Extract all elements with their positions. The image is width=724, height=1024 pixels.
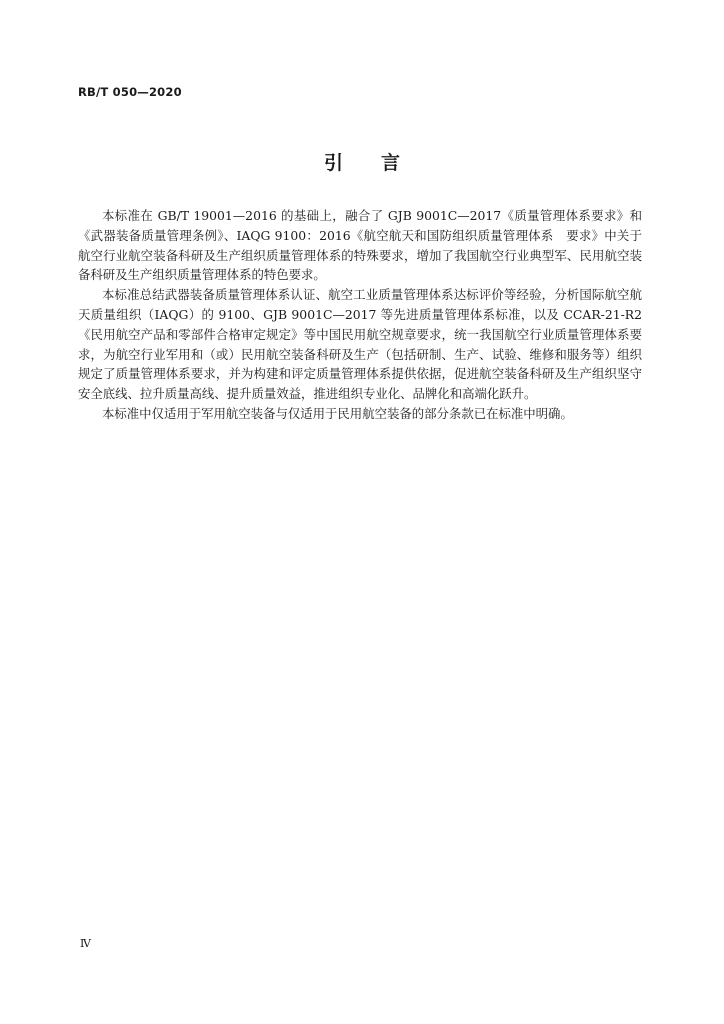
paragraph-3: 本标准中仅适用于军用航空装备与仅适用于民用航空装备的部分条款已在标准中明确。 xyxy=(102,405,573,421)
page-number: Ⅳ xyxy=(80,937,91,950)
standard-code-header: RB/T 050—2020 xyxy=(78,85,182,99)
paragraph-2: 本标准总结武器装备质量管理体系认证、航空工业质量管理体系达标评价等经验，分析国际航空航天质量组织（IAQG）的 9100、GJB 9001C—2017 等先进质量管理体系标准，以及 CCAR-21-R2《民用航空产品和零部件合格审定规定》等中国民用航空规章要求，统一我国航空行业质量管理体系要求，为航空行业军用和（或）民用航空装备科研及生产（包括研制、生产、试验、维修和服务等）组织规定了质量管理体系要求，并为构建和评定质量管理体系提供依据，促进航空装备科研及生产组织坚守安全底线、拉升质量高线、提升质量效益，推进组织专业化、品牌化和高端化跃升。 xyxy=(78,287,642,402)
paragraph-1: 本标准在 GB/T 19001—2016 的基础上，融合了 GJB 9001C—2017《质量管理体系要求》和《武器装备质量管理条例》、IAQG 9100：2016《航空航天和国防组织质量管理体系 要求》中关于航空行业航空装备科研及生产组织质量管理体系的特殊要求，增加了我国航空行业典型军、民用航空装备科研及生产组织质量管理体系的特色要求。 xyxy=(78,208,642,283)
page-title: 引言 xyxy=(323,152,438,174)
document-body xyxy=(78,206,642,424)
